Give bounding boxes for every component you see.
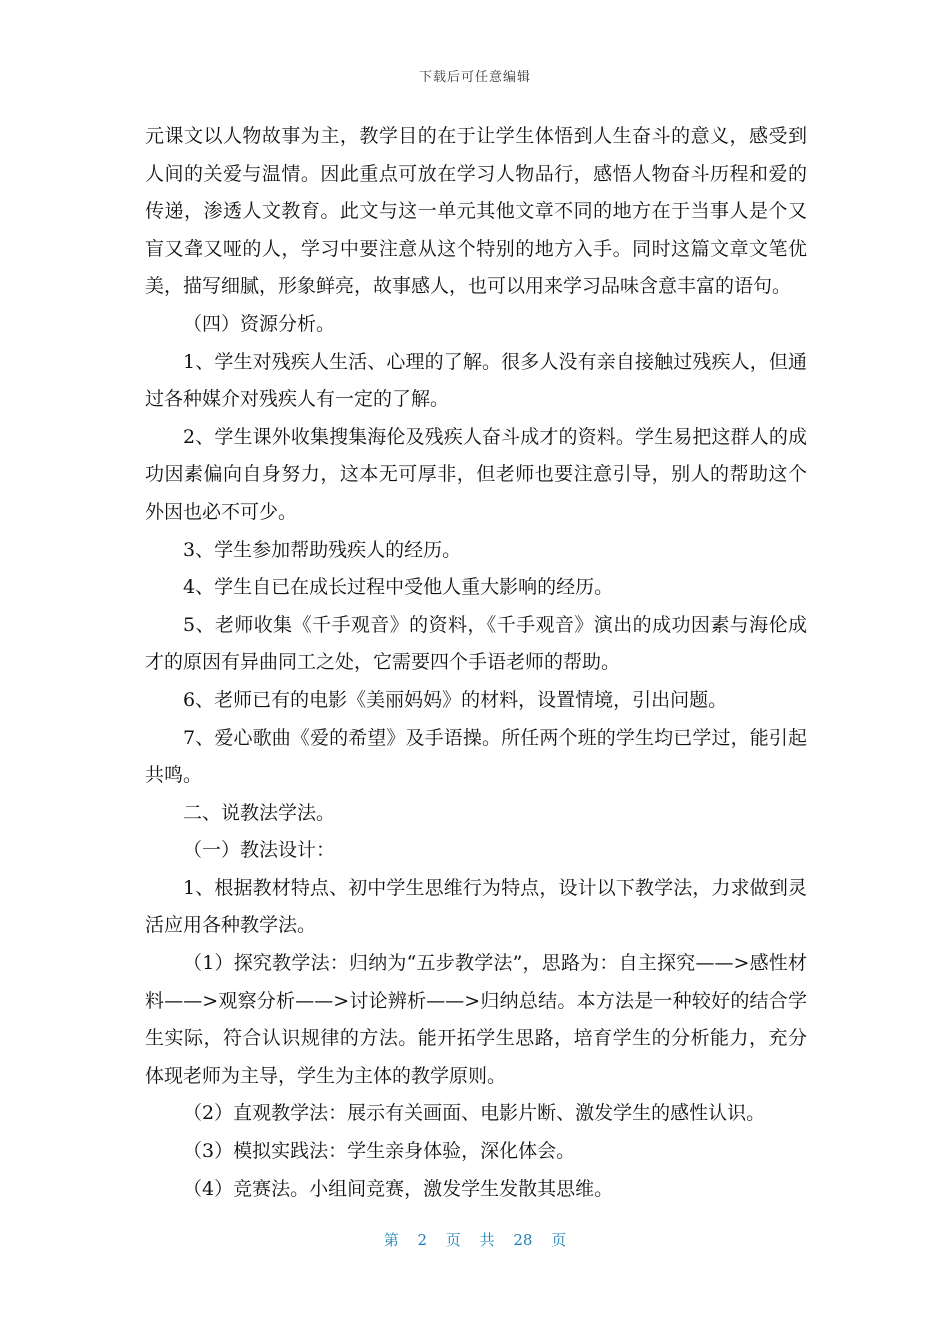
page-footer: 第 2 页 共 28 页: [383, 1231, 567, 1249]
paragraph: 7、爱心歌曲《爱的希望》及手语操。所任两个班的学生均已学过，能引起共鸣。: [145, 726, 807, 787]
paragraph: （4）竞赛法。小组间竞赛，激发学生发散其思维。: [183, 1177, 614, 1200]
subsection-heading: （一）教法设计：: [183, 839, 336, 862]
page-header: 下载后可任意编辑: [418, 70, 531, 85]
paragraph: 6、老师已有的电影《美丽妈妈》的材料，设置情境，引出问题。: [183, 688, 728, 711]
paragraph: （2）直观教学法：展示有关画面、电影片断、激发学生的感性认识。: [183, 1102, 766, 1125]
paragraph: （四）资源分析。: [183, 312, 336, 335]
paragraph: 1、学生对残疾人生活、心理的了解。很多人没有亲自接触过残疾人，但通过各种媒介对残疾人有一定的了解。: [145, 350, 807, 411]
paragraph: 1、根据教材特点、初中学生思维行为特点，设计以下教学法，力求做到灵活应用各种教学法。: [145, 876, 807, 937]
paragraph: 4、学生自已在成长过程中受他人重大影响的经历。: [183, 576, 614, 599]
paragraph: 2、学生课外收集搜集海伦及残疾人奋斗成才的资料。学生易把这群人的成功因素偏向自身努力，这本无可厚非，但老师也要注意引导，别人的帮助这个外因也必不可少。: [145, 425, 807, 523]
paragraph: 元课文以人物故事为主，教学目的在于让学生体悟到人生奋斗的意义，感受到人间的关爱与温情。因此重点可放在学习人物品行，感悟人物奋斗历程和爱的传递，渗透人文教育。此文与这一单元其他文章不同的地方在于当事人是个又盲又聋又哑的人，学习中要注意从这个特别的地方入手。同时这篇文章文笔优美，描写细腻，形象鲜亮，故事感人，也可以用来学习品味含意丰富的语句。: [145, 125, 807, 298]
paragraph: 3、学生参加帮助残疾人的经历。: [183, 538, 462, 561]
document-body: [145, 118, 807, 1208]
paragraph: （3）模拟实践法：学生亲身体验，深化体会。: [183, 1140, 576, 1163]
paragraph: 5、老师收集《千手观音》的资料，《千手观音》演出的成功因素与海伦成才的原因有异曲同工之处，它需要四个手语老师的帮助。: [145, 613, 807, 674]
paragraph: （1）探究教学法：归纳为“五步教学法”，思路为：自主探究——>感性材料——>观察分析——>讨论辨析——>归纳总结。本方法是一种较好的结合学生实际，符合认识规律的方法。能开拓学生思路，培育学生的分析能力，充分体现老师为主导，学生为主体的教学原则。: [145, 952, 807, 1087]
section-heading: 二、说教法学法。: [183, 801, 336, 824]
